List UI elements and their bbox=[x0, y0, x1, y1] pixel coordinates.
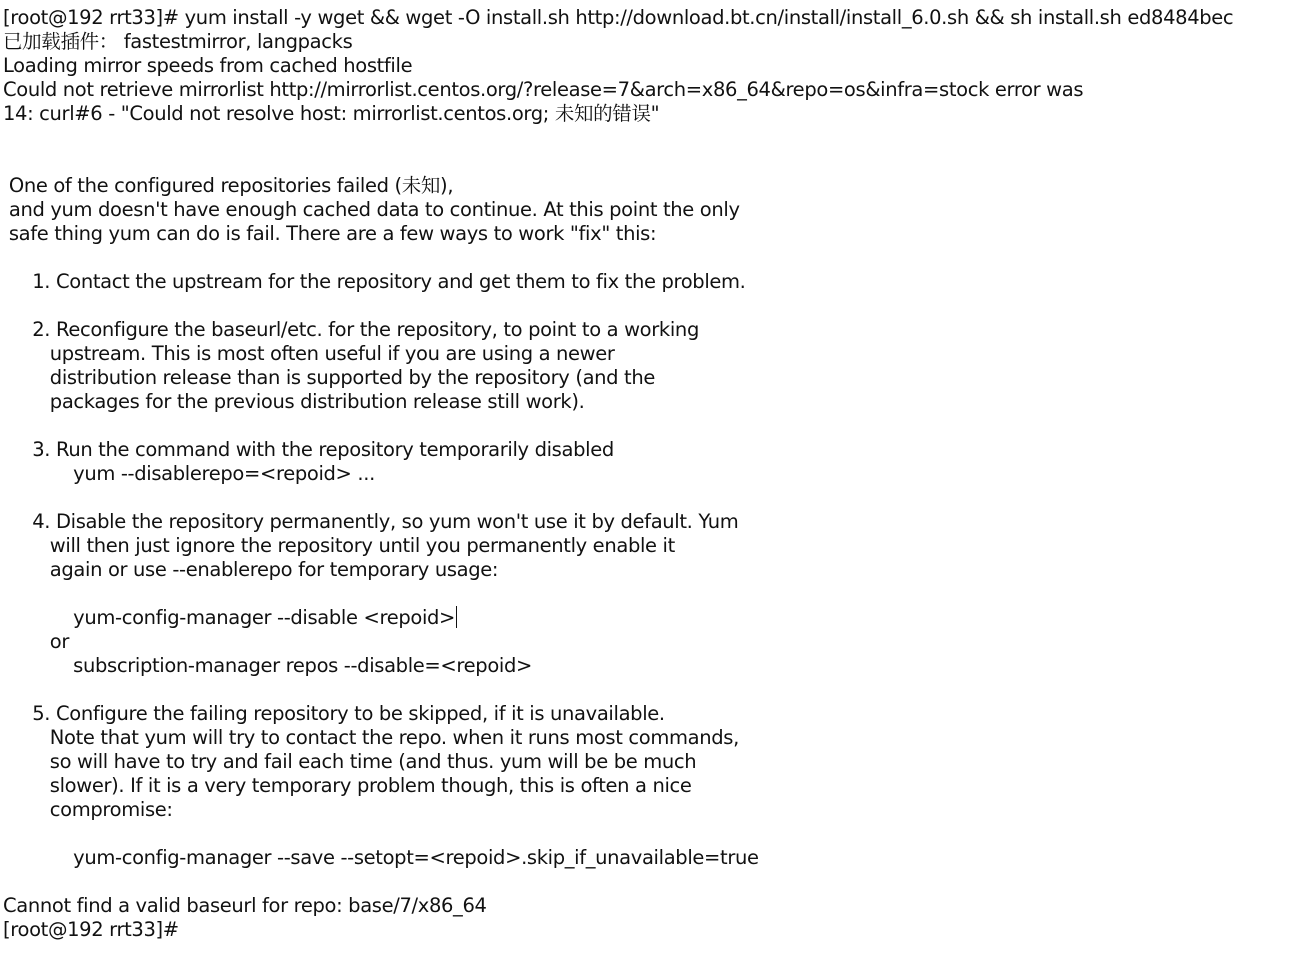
terminal-line bbox=[3, 486, 1310, 510]
terminal-line-text: yum-config-manager --save --setopt=<repoid>.skip_if_unavailable=true bbox=[3, 846, 759, 869]
terminal-line-text: Loading mirror speeds from cached hostfile bbox=[3, 54, 413, 77]
terminal-output bbox=[3, 6, 1310, 942]
terminal-line bbox=[3, 318, 1310, 342]
terminal-line bbox=[3, 174, 1310, 198]
terminal-line-text: yum --disablerepo=<repoid> ... bbox=[3, 462, 375, 485]
terminal-line bbox=[3, 126, 1310, 150]
terminal-line-text: again or use --enablerepo for temporary usage: bbox=[3, 558, 499, 581]
terminal-line-text: distribution release than is supported by the repository (and the bbox=[3, 366, 656, 389]
terminal-line bbox=[3, 726, 1310, 750]
terminal-line-text: slower). If it is a very temporary problem though, this is often a nice bbox=[3, 774, 692, 797]
terminal-line bbox=[3, 678, 1310, 702]
terminal-line-text: upstream. This is most often useful if you are using a newer bbox=[3, 342, 615, 365]
terminal-line bbox=[3, 198, 1310, 222]
text-cursor bbox=[456, 606, 457, 628]
terminal-line-text: One of the configured repositories failed (未知), bbox=[3, 174, 454, 197]
terminal-line bbox=[3, 558, 1310, 582]
terminal-line bbox=[3, 102, 1310, 126]
terminal-line bbox=[3, 582, 1310, 606]
terminal-line bbox=[3, 78, 1310, 102]
terminal-line-text: 1. Contact the upstream for the repository and get them to fix the problem. bbox=[3, 270, 746, 293]
terminal-line bbox=[3, 414, 1310, 438]
terminal-line-text: 2. Reconfigure the baseurl/etc. for the repository, to point to a working bbox=[3, 318, 699, 341]
terminal-line bbox=[3, 534, 1310, 558]
terminal-line-text: 5. Configure the failing repository to be skipped, if it is unavailable. bbox=[3, 702, 665, 725]
terminal-line-text: so will have to try and fail each time (and thus. yum will be be much bbox=[3, 750, 697, 773]
terminal-line bbox=[3, 798, 1310, 822]
terminal-line-text: compromise: bbox=[3, 798, 173, 821]
terminal-line bbox=[3, 30, 1310, 54]
terminal-line bbox=[3, 342, 1310, 366]
terminal-line-text: yum-config-manager --disable <repoid> bbox=[3, 606, 456, 629]
terminal-line bbox=[3, 390, 1310, 414]
terminal-line bbox=[3, 702, 1310, 726]
terminal-line-text: 4. Disable the repository permanently, so yum won't use it by default. Yum bbox=[3, 510, 739, 533]
terminal-line bbox=[3, 774, 1310, 798]
terminal-line bbox=[3, 750, 1310, 774]
terminal-line-text: subscription-manager repos --disable=<repoid> bbox=[3, 654, 532, 677]
terminal-line bbox=[3, 366, 1310, 390]
terminal-line-text: will then just ignore the repository until you permanently enable it bbox=[3, 534, 675, 557]
terminal-line-text: Note that yum will try to contact the repo. when it runs most commands, bbox=[3, 726, 739, 749]
terminal-line-text: 3. Run the command with the repository temporarily disabled bbox=[3, 438, 614, 461]
terminal-line bbox=[3, 870, 1310, 894]
terminal-line-text: or bbox=[3, 630, 70, 653]
terminal-line bbox=[3, 222, 1310, 246]
terminal-line-text: and yum doesn't have enough cached data to continue. At this point the only bbox=[3, 198, 740, 221]
terminal-line-text: [root@192 rrt33]# bbox=[3, 918, 179, 941]
terminal-line bbox=[3, 246, 1310, 270]
terminal-line-text: safe thing yum can do is fail. There are a few ways to work "fix" this: bbox=[3, 222, 657, 245]
terminal-line bbox=[3, 918, 1310, 942]
terminal-line bbox=[3, 438, 1310, 462]
terminal-line bbox=[3, 150, 1310, 174]
terminal-line-text: 14: curl#6 - "Could not resolve host: mirrorlist.centos.org; 未知的错误" bbox=[3, 102, 660, 125]
terminal-line bbox=[3, 822, 1310, 846]
terminal-line-text: packages for the previous distribution release still work). bbox=[3, 390, 585, 413]
terminal-line bbox=[3, 606, 1310, 630]
terminal-line bbox=[3, 6, 1310, 30]
terminal-line bbox=[3, 846, 1310, 870]
terminal-line bbox=[3, 270, 1310, 294]
terminal-line bbox=[3, 294, 1310, 318]
terminal-line bbox=[3, 462, 1310, 486]
terminal-line bbox=[3, 894, 1310, 918]
terminal-line bbox=[3, 54, 1310, 78]
terminal-line-text: 已加载插件： fastestmirror, langpacks bbox=[3, 30, 353, 53]
terminal-line bbox=[3, 510, 1310, 534]
terminal-line-text: Could not retrieve mirrorlist http://mirrorlist.centos.org/?release=7&arch=x86_64&repo=os&infra=stock error was bbox=[3, 78, 1084, 101]
terminal-line bbox=[3, 630, 1310, 654]
terminal-line bbox=[3, 654, 1310, 678]
terminal-line-text: Cannot find a valid baseurl for repo: base/7/x86_64 bbox=[3, 894, 487, 917]
terminal-line-text: [root@192 rrt33]# yum install -y wget && wget -O install.sh http://download.bt.cn/install/install_6.0.sh && sh install.sh ed8484bec bbox=[3, 6, 1234, 29]
